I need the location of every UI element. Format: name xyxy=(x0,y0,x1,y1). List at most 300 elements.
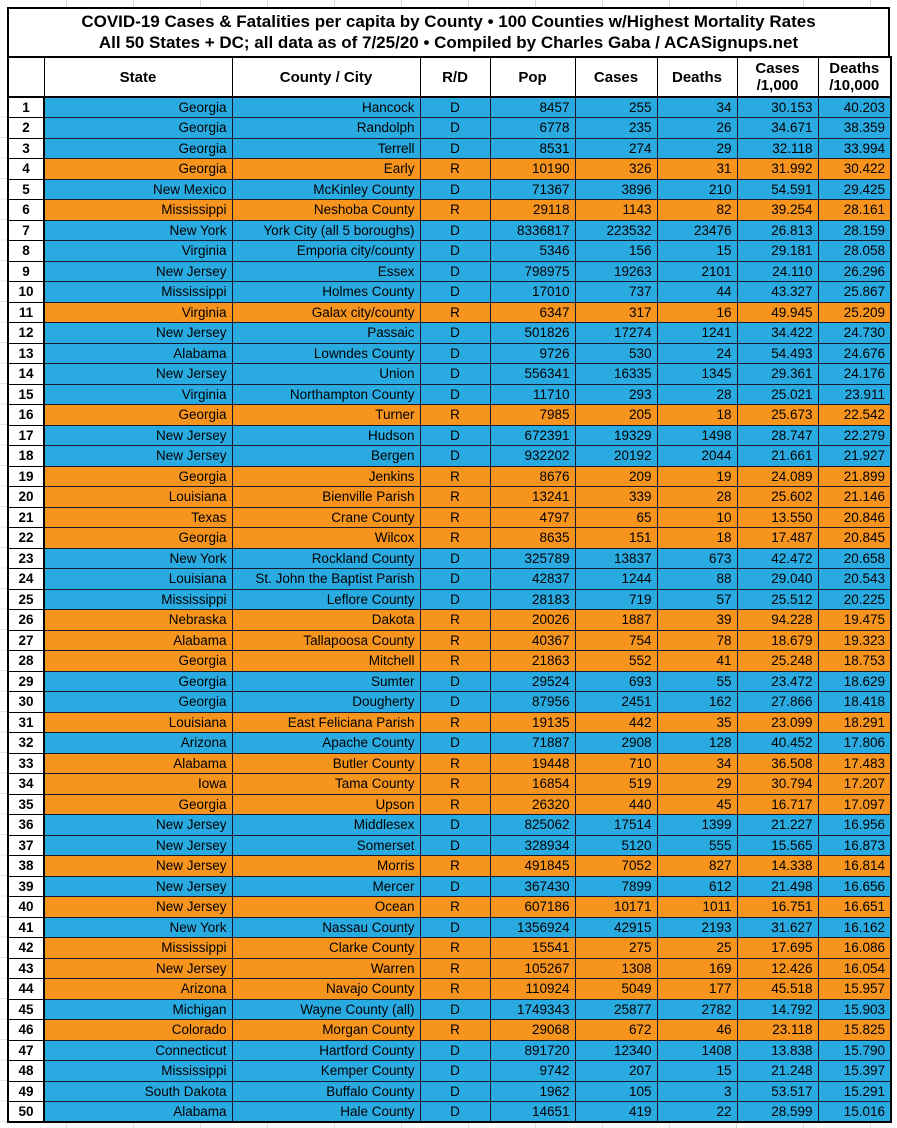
cell-rank: 44 xyxy=(8,979,44,1000)
cell-deaths: 25 xyxy=(657,938,737,959)
cell-state: New Jersey xyxy=(44,835,232,856)
cell-rank: 5 xyxy=(8,179,44,200)
table-row xyxy=(8,630,891,651)
cell-deaths: 44 xyxy=(657,282,737,303)
table-row xyxy=(8,200,891,221)
cell-deaths: 1345 xyxy=(657,364,737,385)
cell-county: McKinley County xyxy=(232,179,420,200)
cell-cases-per-1k: 21.498 xyxy=(737,876,818,897)
cell-cases: 442 xyxy=(575,712,657,733)
cell-rank: 35 xyxy=(8,794,44,815)
cell-pop: 21863 xyxy=(490,651,575,672)
table-row xyxy=(8,241,891,262)
cell-party: D xyxy=(420,261,490,282)
cell-cases: 317 xyxy=(575,302,657,323)
cell-rank: 10 xyxy=(8,282,44,303)
cell-rank: 14 xyxy=(8,364,44,385)
cell-county: Galax city/county xyxy=(232,302,420,323)
cell-deaths-per-10k: 17.097 xyxy=(818,794,891,815)
cell-pop: 110924 xyxy=(490,979,575,1000)
cell-deaths: 18 xyxy=(657,405,737,426)
cell-county: Dougherty xyxy=(232,692,420,713)
cell-deaths-per-10k: 19.323 xyxy=(818,630,891,651)
cell-cases-per-1k: 54.591 xyxy=(737,179,818,200)
cell-deaths-per-10k: 20.846 xyxy=(818,507,891,528)
cell-cases: 5049 xyxy=(575,979,657,1000)
cell-pop: 1356924 xyxy=(490,917,575,938)
cell-state: New Jersey xyxy=(44,364,232,385)
cell-deaths: 46 xyxy=(657,1020,737,1041)
cell-pop: 28183 xyxy=(490,589,575,610)
cell-state: Virginia xyxy=(44,384,232,405)
cell-county: Upson xyxy=(232,794,420,815)
cell-cases-per-1k: 17.695 xyxy=(737,938,818,959)
cell-party: R xyxy=(420,507,490,528)
cell-deaths-per-10k: 16.054 xyxy=(818,958,891,979)
cell-rank: 34 xyxy=(8,774,44,795)
cell-deaths-per-10k: 17.806 xyxy=(818,733,891,754)
cell-county: Rockland County xyxy=(232,548,420,569)
table-row xyxy=(8,405,891,426)
cell-party: R xyxy=(420,938,490,959)
cell-cases: 672 xyxy=(575,1020,657,1041)
cell-cases: 205 xyxy=(575,405,657,426)
header-party: R/D xyxy=(420,57,490,97)
cell-cases: 293 xyxy=(575,384,657,405)
cell-state: Arizona xyxy=(44,979,232,1000)
cell-party: R xyxy=(420,1020,490,1041)
cell-deaths-per-10k: 25.867 xyxy=(818,282,891,303)
cell-cases: 10171 xyxy=(575,897,657,918)
cell-cases: 274 xyxy=(575,138,657,159)
cell-party: R xyxy=(420,753,490,774)
cell-cases-per-1k: 17.487 xyxy=(737,528,818,549)
table-row xyxy=(8,548,891,569)
cell-deaths-per-10k: 24.176 xyxy=(818,364,891,385)
cell-party: D xyxy=(420,118,490,139)
cell-deaths: 29 xyxy=(657,138,737,159)
cell-party: R xyxy=(420,610,490,631)
cell-rank: 17 xyxy=(8,425,44,446)
cell-cases-per-1k: 21.227 xyxy=(737,815,818,836)
cell-cases: 710 xyxy=(575,753,657,774)
cell-party: D xyxy=(420,692,490,713)
cell-deaths-per-10k: 16.873 xyxy=(818,835,891,856)
cell-rank: 26 xyxy=(8,610,44,631)
cell-deaths-per-10k: 29.425 xyxy=(818,179,891,200)
cell-deaths-per-10k: 20.543 xyxy=(818,569,891,590)
cell-pop: 40367 xyxy=(490,630,575,651)
cell-cases-per-1k: 12.426 xyxy=(737,958,818,979)
cell-cases: 20192 xyxy=(575,446,657,467)
cell-cases: 3896 xyxy=(575,179,657,200)
table-row xyxy=(8,897,891,918)
cell-rank: 30 xyxy=(8,692,44,713)
cell-pop: 19448 xyxy=(490,753,575,774)
cell-state: Georgia xyxy=(44,97,232,118)
cell-party: D xyxy=(420,343,490,364)
cell-party: D xyxy=(420,815,490,836)
cell-cases-per-1k: 15.565 xyxy=(737,835,818,856)
cell-deaths-per-10k: 40.203 xyxy=(818,97,891,118)
cell-cases: 693 xyxy=(575,671,657,692)
table-row xyxy=(8,733,891,754)
cell-deaths: 18 xyxy=(657,528,737,549)
cell-cases: 12340 xyxy=(575,1040,657,1061)
cell-state: Georgia xyxy=(44,671,232,692)
cell-deaths: 41 xyxy=(657,651,737,672)
cell-cases-per-1k: 29.040 xyxy=(737,569,818,590)
cell-rank: 43 xyxy=(8,958,44,979)
cell-state: Georgia xyxy=(44,794,232,815)
cell-county: Union xyxy=(232,364,420,385)
cell-county: Neshoba County xyxy=(232,200,420,221)
cell-deaths: 19 xyxy=(657,466,737,487)
cell-state: Georgia xyxy=(44,651,232,672)
title-line-1: COVID-19 Cases & Fatalities per capita by County • 100 Counties w/Highest Mortality Rates xyxy=(81,12,816,31)
cell-cases-per-1k: 25.021 xyxy=(737,384,818,405)
cell-county: Apache County xyxy=(232,733,420,754)
cell-county: Hale County xyxy=(232,1102,420,1123)
cell-pop: 29118 xyxy=(490,200,575,221)
cell-cases-per-1k: 32.118 xyxy=(737,138,818,159)
cell-pop: 29068 xyxy=(490,1020,575,1041)
cell-pop: 42837 xyxy=(490,569,575,590)
cell-pop: 15541 xyxy=(490,938,575,959)
cell-state: New Jersey xyxy=(44,425,232,446)
cell-cases-per-1k: 36.508 xyxy=(737,753,818,774)
cell-state: New Jersey xyxy=(44,323,232,344)
cell-party: D xyxy=(420,999,490,1020)
cell-cases: 65 xyxy=(575,507,657,528)
cell-cases: 42915 xyxy=(575,917,657,938)
cell-deaths-per-10k: 28.161 xyxy=(818,200,891,221)
cell-deaths: 34 xyxy=(657,97,737,118)
cell-county: Leflore County xyxy=(232,589,420,610)
header-state: State xyxy=(44,57,232,97)
cell-cases-per-1k: 25.512 xyxy=(737,589,818,610)
cell-county: Lowndes County xyxy=(232,343,420,364)
cell-rank: 4 xyxy=(8,159,44,180)
cell-pop: 16854 xyxy=(490,774,575,795)
cell-pop: 825062 xyxy=(490,815,575,836)
cell-deaths-per-10k: 16.086 xyxy=(818,938,891,959)
table-row xyxy=(8,528,891,549)
table-row xyxy=(8,384,891,405)
table-body xyxy=(8,97,891,1122)
cell-party: D xyxy=(420,179,490,200)
cell-rank: 9 xyxy=(8,261,44,282)
cell-deaths: 28 xyxy=(657,487,737,508)
cell-rank: 21 xyxy=(8,507,44,528)
cell-cases-per-1k: 23.118 xyxy=(737,1020,818,1041)
table-row xyxy=(8,323,891,344)
cell-party: R xyxy=(420,979,490,1000)
header-county: County / City xyxy=(232,57,420,97)
table-row xyxy=(8,692,891,713)
cell-cases-per-1k: 29.181 xyxy=(737,241,818,262)
cell-pop: 672391 xyxy=(490,425,575,446)
cell-state: New Jersey xyxy=(44,815,232,836)
table-row xyxy=(8,446,891,467)
cell-cases-per-1k: 16.717 xyxy=(737,794,818,815)
cell-cases-per-1k: 18.679 xyxy=(737,630,818,651)
cell-cases: 719 xyxy=(575,589,657,610)
table-row xyxy=(8,1081,891,1102)
cell-deaths: 24 xyxy=(657,343,737,364)
cell-cases: 1143 xyxy=(575,200,657,221)
cell-deaths: 45 xyxy=(657,794,737,815)
cell-pop: 932202 xyxy=(490,446,575,467)
cell-deaths: 55 xyxy=(657,671,737,692)
cell-state: Georgia xyxy=(44,466,232,487)
cell-pop: 6778 xyxy=(490,118,575,139)
cell-deaths-per-10k: 16.651 xyxy=(818,897,891,918)
table-row xyxy=(8,507,891,528)
cell-state: Louisiana xyxy=(44,487,232,508)
cell-deaths-per-10k: 19.475 xyxy=(818,610,891,631)
cell-deaths: 612 xyxy=(657,876,737,897)
cell-cases-per-1k: 14.338 xyxy=(737,856,818,877)
cell-state: Mississippi xyxy=(44,938,232,959)
cell-deaths: 169 xyxy=(657,958,737,979)
cell-deaths-per-10k: 30.422 xyxy=(818,159,891,180)
cell-cases-per-1k: 14.792 xyxy=(737,999,818,1020)
cell-county: Early xyxy=(232,159,420,180)
cell-deaths: 1408 xyxy=(657,1040,737,1061)
cell-deaths-per-10k: 21.927 xyxy=(818,446,891,467)
cell-cases-per-1k: 25.602 xyxy=(737,487,818,508)
cell-rank: 33 xyxy=(8,753,44,774)
cell-county: Somerset xyxy=(232,835,420,856)
cell-pop: 19135 xyxy=(490,712,575,733)
cell-county: Kemper County xyxy=(232,1061,420,1082)
table-row xyxy=(8,1040,891,1061)
cell-county: Holmes County xyxy=(232,282,420,303)
cell-deaths: 1498 xyxy=(657,425,737,446)
cell-cases: 1887 xyxy=(575,610,657,631)
table-row xyxy=(8,343,891,364)
header-cases-per-1k-line2: /1,000 xyxy=(756,77,799,94)
cell-deaths: 35 xyxy=(657,712,737,733)
cell-deaths: 827 xyxy=(657,856,737,877)
cell-pop: 105267 xyxy=(490,958,575,979)
cell-state: New Jersey xyxy=(44,446,232,467)
cell-cases-per-1k: 45.518 xyxy=(737,979,818,1000)
cell-rank: 40 xyxy=(8,897,44,918)
cell-deaths: 88 xyxy=(657,569,737,590)
cell-rank: 31 xyxy=(8,712,44,733)
cell-cases: 552 xyxy=(575,651,657,672)
cell-deaths: 15 xyxy=(657,241,737,262)
cell-county: Terrell xyxy=(232,138,420,159)
cell-deaths-per-10k: 28.159 xyxy=(818,220,891,241)
cell-county: Randolph xyxy=(232,118,420,139)
table-title xyxy=(7,7,890,58)
cell-cases-per-1k: 30.153 xyxy=(737,97,818,118)
cell-deaths-per-10k: 17.483 xyxy=(818,753,891,774)
cell-deaths: 31 xyxy=(657,159,737,180)
cell-cases: 25877 xyxy=(575,999,657,1020)
cell-deaths: 210 xyxy=(657,179,737,200)
cell-deaths: 1241 xyxy=(657,323,737,344)
cell-state: Alabama xyxy=(44,1102,232,1123)
cell-pop: 8676 xyxy=(490,466,575,487)
cell-deaths-per-10k: 15.903 xyxy=(818,999,891,1020)
cell-deaths-per-10k: 18.753 xyxy=(818,651,891,672)
table-row xyxy=(8,712,891,733)
cell-rank: 13 xyxy=(8,343,44,364)
cell-county: Crane County xyxy=(232,507,420,528)
cell-deaths-per-10k: 24.676 xyxy=(818,343,891,364)
header-rank xyxy=(8,57,44,97)
cell-deaths: 22 xyxy=(657,1102,737,1123)
cell-state: Michigan xyxy=(44,999,232,1020)
cell-party: D xyxy=(420,446,490,467)
cell-rank: 22 xyxy=(8,528,44,549)
cell-deaths: 16 xyxy=(657,302,737,323)
table-row xyxy=(8,979,891,1000)
cell-cases-per-1k: 30.794 xyxy=(737,774,818,795)
cell-rank: 25 xyxy=(8,589,44,610)
cell-state: Alabama xyxy=(44,753,232,774)
cell-pop: 1749343 xyxy=(490,999,575,1020)
cell-cases-per-1k: 43.327 xyxy=(737,282,818,303)
cell-deaths-per-10k: 15.957 xyxy=(818,979,891,1000)
cell-county: Bergen xyxy=(232,446,420,467)
table-row xyxy=(8,220,891,241)
cell-cases: 754 xyxy=(575,630,657,651)
cell-party: R xyxy=(420,774,490,795)
cell-deaths: 673 xyxy=(657,548,737,569)
cell-pop: 20026 xyxy=(490,610,575,631)
cell-pop: 8635 xyxy=(490,528,575,549)
cell-state: Alabama xyxy=(44,630,232,651)
table-row xyxy=(8,261,891,282)
cell-cases-per-1k: 29.361 xyxy=(737,364,818,385)
cell-party: R xyxy=(420,466,490,487)
cell-state: Virginia xyxy=(44,302,232,323)
cell-county: Northampton County xyxy=(232,384,420,405)
cell-deaths: 2782 xyxy=(657,999,737,1020)
cell-cases-per-1k: 42.472 xyxy=(737,548,818,569)
cell-deaths-per-10k: 18.418 xyxy=(818,692,891,713)
cell-cases-per-1k: 49.945 xyxy=(737,302,818,323)
cell-deaths-per-10k: 15.291 xyxy=(818,1081,891,1102)
cell-cases-per-1k: 31.627 xyxy=(737,917,818,938)
cell-county: Navajo County xyxy=(232,979,420,1000)
cell-deaths-per-10k: 15.790 xyxy=(818,1040,891,1061)
cell-state: New York xyxy=(44,548,232,569)
spreadsheet-gridlines-bottom xyxy=(0,1123,897,1128)
cell-deaths-per-10k: 16.956 xyxy=(818,815,891,836)
cell-county: Warren xyxy=(232,958,420,979)
cell-pop: 491845 xyxy=(490,856,575,877)
cell-county: Ocean xyxy=(232,897,420,918)
cell-cases: 235 xyxy=(575,118,657,139)
cell-pop: 8457 xyxy=(490,97,575,118)
cell-deaths: 34 xyxy=(657,753,737,774)
cell-party: D xyxy=(420,569,490,590)
cell-rank: 39 xyxy=(8,876,44,897)
cell-rank: 27 xyxy=(8,630,44,651)
table-row xyxy=(8,282,891,303)
cell-deaths: 3 xyxy=(657,1081,737,1102)
table-row xyxy=(8,917,891,938)
cell-cases-per-1k: 23.099 xyxy=(737,712,818,733)
cell-cases: 19263 xyxy=(575,261,657,282)
cell-rank: 19 xyxy=(8,466,44,487)
header-deaths-per-10k xyxy=(818,57,891,97)
cell-pop: 14651 xyxy=(490,1102,575,1123)
cell-deaths-per-10k: 20.658 xyxy=(818,548,891,569)
cell-rank: 42 xyxy=(8,938,44,959)
cell-pop: 7985 xyxy=(490,405,575,426)
cell-pop: 9726 xyxy=(490,343,575,364)
cell-state: New Jersey xyxy=(44,876,232,897)
table-row xyxy=(8,1061,891,1082)
cell-cases-per-1k: 28.747 xyxy=(737,425,818,446)
cell-cases-per-1k: 13.838 xyxy=(737,1040,818,1061)
cell-state: Virginia xyxy=(44,241,232,262)
cell-party: R xyxy=(420,958,490,979)
cell-county: Turner xyxy=(232,405,420,426)
cell-party: R xyxy=(420,794,490,815)
cell-rank: 8 xyxy=(8,241,44,262)
cell-pop: 8336817 xyxy=(490,220,575,241)
cell-pop: 11710 xyxy=(490,384,575,405)
cell-deaths: 78 xyxy=(657,630,737,651)
cell-cases-per-1k: 34.422 xyxy=(737,323,818,344)
cell-cases: 7899 xyxy=(575,876,657,897)
cell-cases: 1308 xyxy=(575,958,657,979)
cell-cases: 19329 xyxy=(575,425,657,446)
cell-rank: 15 xyxy=(8,384,44,405)
cell-cases-per-1k: 34.671 xyxy=(737,118,818,139)
cell-state: New Jersey xyxy=(44,856,232,877)
covid-county-table xyxy=(7,56,892,1123)
header-cases-per-1k xyxy=(737,57,818,97)
cell-county: Morris xyxy=(232,856,420,877)
cell-cases-per-1k: 16.751 xyxy=(737,897,818,918)
table-row xyxy=(8,610,891,631)
cell-rank: 12 xyxy=(8,323,44,344)
cell-deaths-per-10k: 16.162 xyxy=(818,917,891,938)
cell-cases: 2908 xyxy=(575,733,657,754)
cell-deaths-per-10k: 21.899 xyxy=(818,466,891,487)
cell-party: D xyxy=(420,548,490,569)
cell-rank: 29 xyxy=(8,671,44,692)
cell-cases-per-1k: 28.599 xyxy=(737,1102,818,1123)
cell-cases: 530 xyxy=(575,343,657,364)
table-row xyxy=(8,1102,891,1123)
cell-cases: 440 xyxy=(575,794,657,815)
table-row xyxy=(8,118,891,139)
table-row xyxy=(8,425,891,446)
table-row xyxy=(8,302,891,323)
cell-pop: 26320 xyxy=(490,794,575,815)
cell-county: York City (all 5 boroughs) xyxy=(232,220,420,241)
cell-county: Dakota xyxy=(232,610,420,631)
table-row xyxy=(8,487,891,508)
cell-cases-per-1k: 25.673 xyxy=(737,405,818,426)
cell-party: D xyxy=(420,220,490,241)
title-line-2: All 50 States + DC; all data as of 7/25/20 • Compiled by Charles Gaba / ACASignups.net xyxy=(98,33,799,52)
cell-deaths: 1399 xyxy=(657,815,737,836)
cell-party: D xyxy=(420,1102,490,1123)
cell-county: Mitchell xyxy=(232,651,420,672)
cell-deaths: 128 xyxy=(657,733,737,754)
